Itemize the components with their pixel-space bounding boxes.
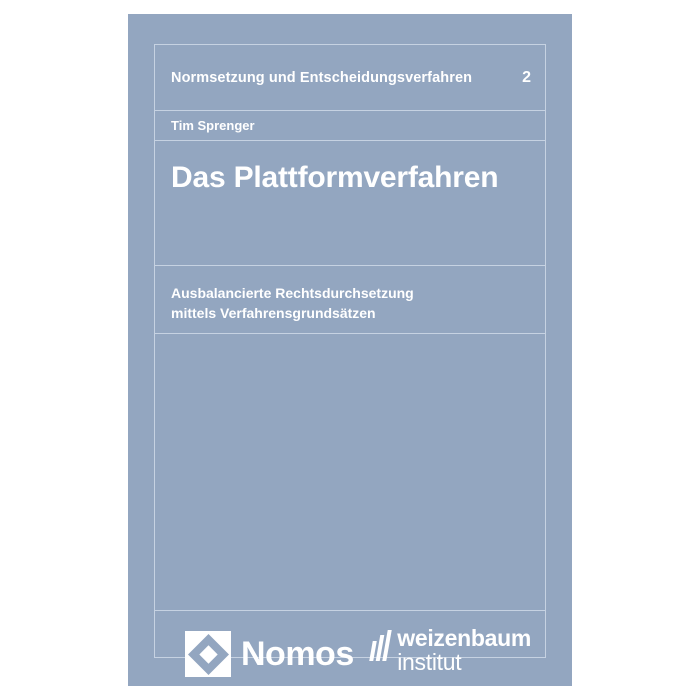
institute-name-line-1: weizenbaum	[397, 625, 531, 651]
subtitle-line-2: mittels Verfahrensgrundsätzen	[171, 305, 376, 322]
subtitle-row	[155, 266, 545, 334]
institute-name-line-2: institut	[397, 649, 462, 675]
book-cover	[128, 14, 572, 686]
logo-row	[155, 611, 545, 675]
cover-blank-area	[155, 334, 545, 611]
subtitle-line-1: Ausbalancierte Rechtsdurchsetzung	[171, 285, 414, 301]
weizenbaum-logo	[371, 627, 531, 674]
cover-frame	[154, 44, 546, 675]
author-name: Tim Sprenger	[171, 118, 255, 133]
series-row	[155, 45, 545, 111]
series-number: 2	[522, 68, 531, 86]
page-title: Das Plattformverfahren	[171, 161, 499, 194]
nomos-diamond-icon	[185, 631, 231, 677]
author-row	[155, 111, 545, 141]
nomos-logo	[185, 631, 354, 677]
publisher-name: Nomos	[241, 635, 354, 673]
weizenbaum-bars-icon	[371, 631, 392, 661]
title-row	[155, 141, 545, 266]
institute-name	[397, 627, 531, 674]
series-title: Normsetzung und Entscheidungsverfahren	[171, 69, 473, 86]
